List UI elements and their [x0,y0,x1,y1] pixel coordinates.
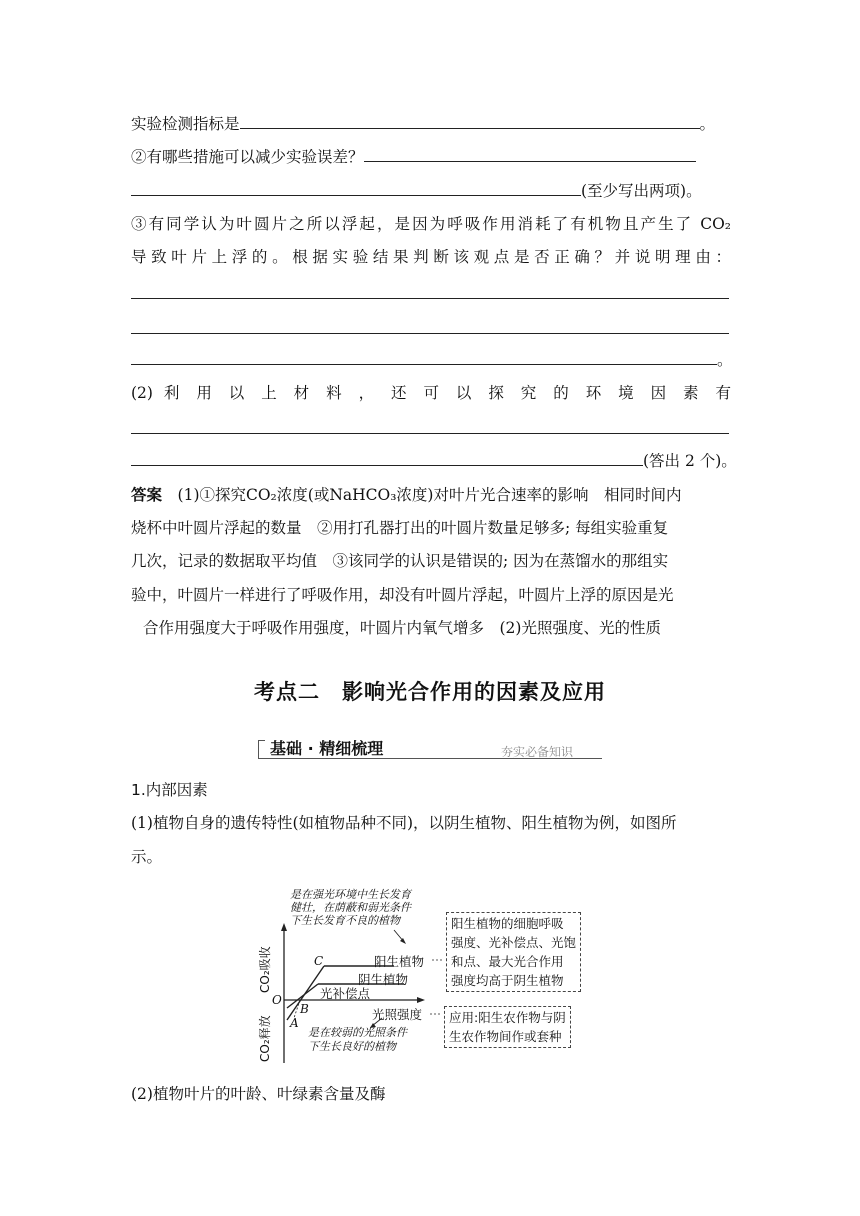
q4-tail-line [131,450,737,471]
banner-underline [258,758,602,759]
answer-blank [240,113,700,129]
paragraph-1-line-2: 示。 [131,848,163,866]
answer-line-4: 验中，叶圆片一样进行了呼吸作用，却没有叶圆片浮起，叶圆片上浮的原因是光 [131,586,674,604]
shade-plant-label: 阴生植物 [358,972,409,987]
y-axis-label-up: CO₂吸收 [258,946,272,993]
answer-blank [131,450,643,466]
bottom-note-line: 下生长良好的植物 [308,1040,396,1053]
light-curve-figure [258,878,602,1068]
top-note-line: 下生长发育不良的植物 [290,914,400,927]
q1-indicator-text: 实验检测指标是 [131,115,240,133]
q2-tail-text: (至少写出两项)。 [581,182,702,200]
paragraph-2: (2)植物叶片的叶龄、叶绿素含量及酶 [131,1085,386,1103]
q3-end-mark: 。 [717,351,733,369]
q3-end-line [131,349,733,370]
banner-corner-mark [258,740,265,759]
answer-rule [131,333,729,334]
answer-rule [131,298,729,299]
top-note-line: 健壮，在荫蔽和弱光条件 [290,901,411,914]
top-note-line: 是在强光环境中生长发育 [290,888,411,901]
q3-line-1: ③有同学认为叶圆片之所以浮起，是因为呼吸作用消耗了有机物且产生了 CO₂ [131,215,731,233]
point-label-o: O [272,993,282,1007]
top-note [290,888,411,927]
answer-line-1 [131,485,731,505]
q2-tail-line [131,180,702,201]
answer-text-1: (1)①探究CO₂浓度(或NaHCO₃浓度)对叶片光合速率的影响 相同时间内 [177,486,682,504]
section-banner [258,736,602,762]
box2-line: 应用:阳生农作物与阴 [449,1010,566,1025]
box1-line: 强度、光补偿点、光饱 [451,935,577,950]
application-box [444,1006,571,1048]
x-axis-label: 光照强度 [372,1007,423,1022]
q1-end-mark: 。 [699,115,716,133]
box1-line: 阳生植物的细胞呼吸 [451,916,564,931]
sun-vs-shade-box [446,912,581,992]
point-label-b: B [300,1002,309,1016]
banner-main-label: 基础 · 精细梳理 [270,739,384,758]
q4-tail-text: (答出 2 个)。 [643,452,737,470]
point-label-c: C [314,954,324,968]
bottom-note-line: 是在较弱的光照条件 [308,1026,407,1039]
q3-line-2: 导致叶片上浮的。根据实验结果判断该观点是否正确？并说明理由： [131,248,731,266]
answer-line-5: 合作用强度大于呼吸作用强度，叶圆片内氧气增多 (2)光照强度、光的性质 [143,619,661,637]
answer-blank [364,146,696,162]
box1-line: 强度均高于阴生植物 [451,973,564,988]
banner-sub-label: 夯实必备知识 [501,745,574,759]
answer-rule [131,433,729,434]
answer-line-3: 几次，记录的数据取平均值 ③该同学的认识是错误的; 因为在蒸馏水的那组实 [131,552,669,570]
answer-blank [131,349,717,365]
q2-text: ②有哪些措施可以减少实验误差？ [131,148,364,166]
heading-internal-factors: 1.内部因素 [131,781,208,799]
sun-plant-label: 阳生植物 [374,954,425,969]
q1-indicator-line [131,113,715,134]
answer-blank [131,180,581,196]
compensation-point-label: 光补偿点 [320,986,371,1001]
answer-line-2: 烧杯中叶圆片浮起的数量 ②用打孔器打出的叶圆片数量足够多; 每组实验重复 [131,519,669,537]
paragraph-1-line-1: (1)植物自身的遗传特性(如植物品种不同)，以阴生植物、阳生植物为例，如图所 [131,814,677,832]
y-axis-arrow [281,923,287,931]
box1-line: 和点、最大光合作用 [451,954,564,969]
answer-label: 答案 [131,486,163,504]
q4-line-1: (2) 利 用 以 上 材 料 ， 还 可 以 探 究 的 环 境 因 素 有 [131,384,731,402]
q2-line [131,146,696,167]
section-title: 考点二 影响光合作用的因素及应用 [254,680,606,704]
box2-line: 生农作物间作或套种 [449,1029,562,1044]
bottom-note [308,1026,407,1054]
point-label-a: A [290,1016,299,1030]
y-axis-label-down: CO₂释放 [258,1015,272,1062]
x-axis-arrow [417,997,425,1003]
